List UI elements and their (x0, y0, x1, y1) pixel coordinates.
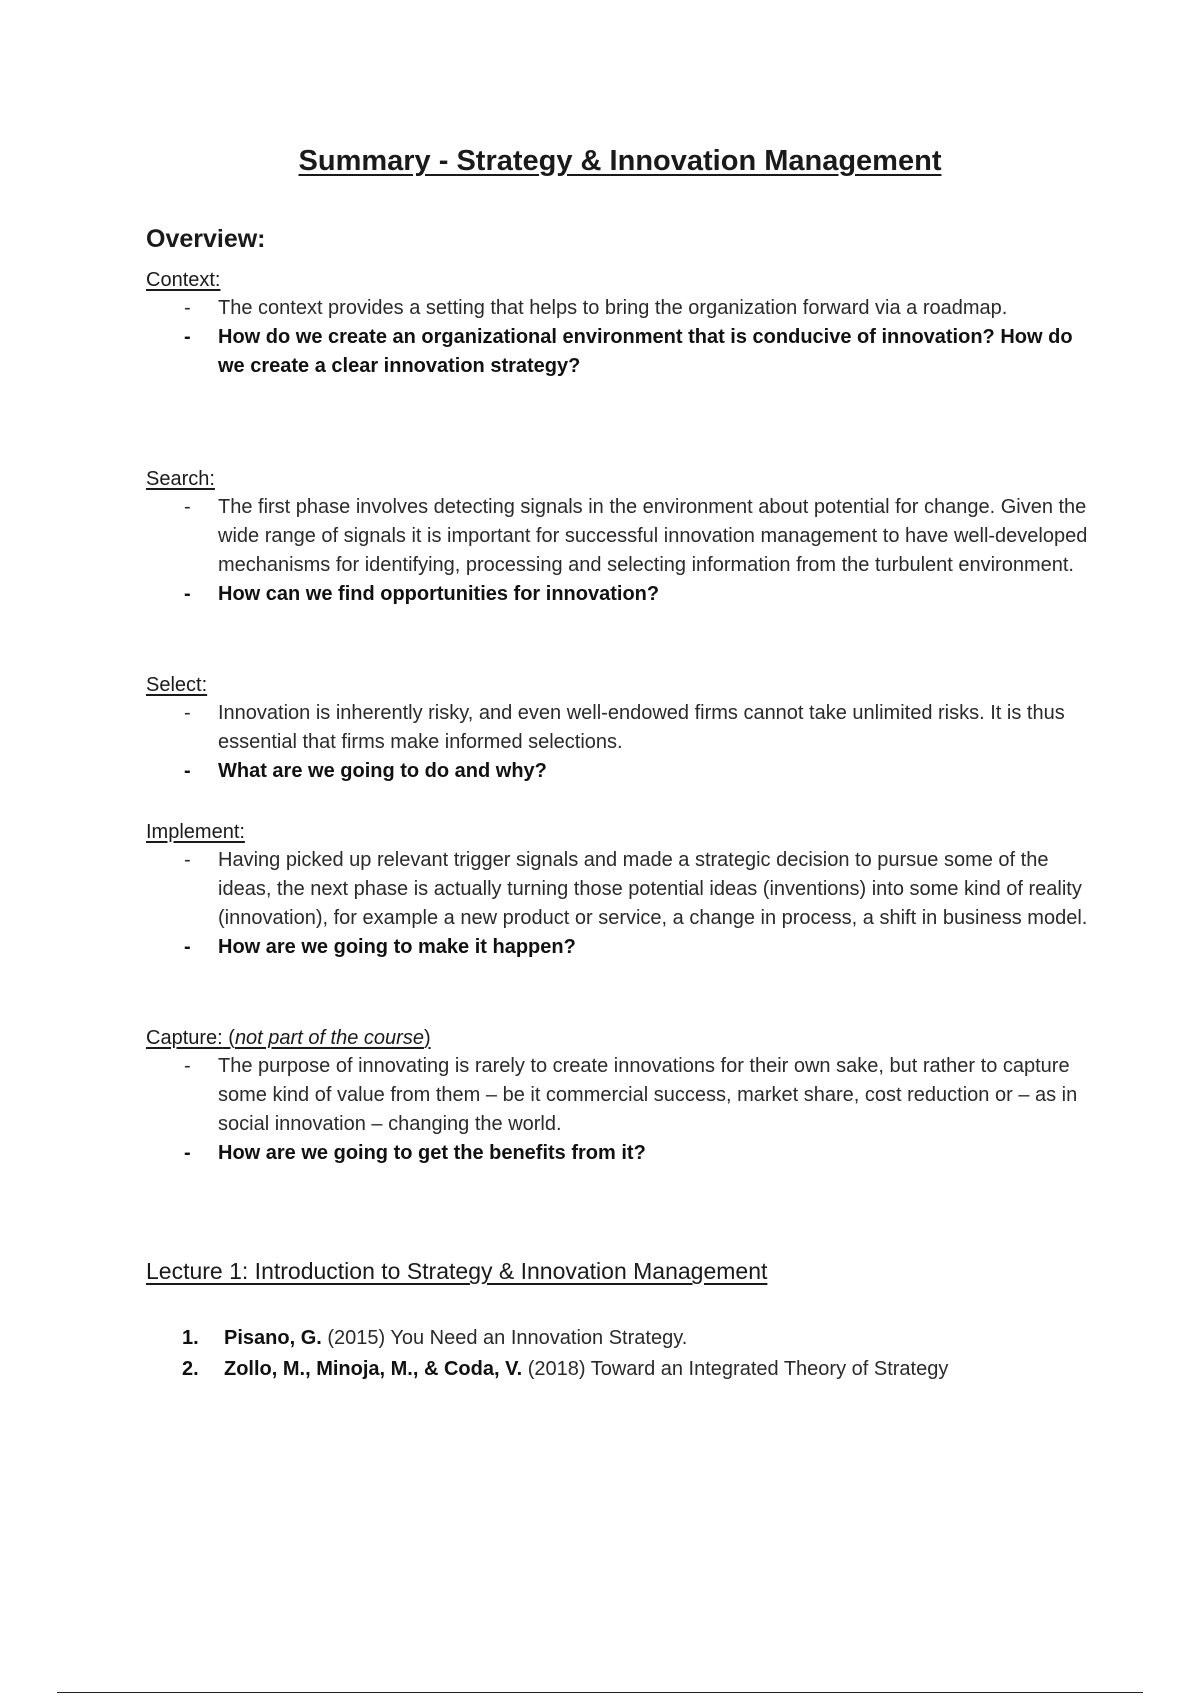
dash-marker: - (184, 936, 191, 958)
question-text: How can we find opportunities for innovation? (218, 583, 660, 605)
section-implement (146, 818, 1096, 962)
reference-authors: Zollo, M., Minoja, M., & Coda, V. (224, 1358, 523, 1380)
section-capture (146, 1024, 1096, 1168)
reference-details: (2018) Toward an Integrated Theory of Strategy (522, 1358, 949, 1380)
footer-divider (57, 1692, 1143, 1693)
reference-number: 2. (182, 1358, 199, 1380)
bullet-text: The purpose of innovating is rarely to create innovations for their own sake, but rather to capture some kind of value from them – be it commercial success, market share, cost reduction or – as in social innovation – changing the world. (218, 1055, 1078, 1135)
dash-marker: - (184, 297, 191, 319)
section-select (146, 671, 1096, 786)
section-heading: Capture: (not part of the course) (146, 1027, 431, 1049)
bullet-item (146, 846, 1096, 933)
section-heading: Context: (146, 269, 221, 291)
bullet-text: Innovation is inherently risky, and even well-endowed firms cannot take unlimited risks. It is thus essential that firms make informed selections. (218, 702, 1065, 753)
section-heading-text: Capture: (146, 1027, 223, 1049)
section-search (146, 465, 1096, 609)
section-context (146, 266, 1096, 381)
reference-authors: Pisano, G. (224, 1327, 322, 1349)
section-heading: Implement: (146, 821, 245, 843)
bullet-item (146, 294, 1096, 323)
dash-marker: - (184, 849, 191, 871)
dash-marker: - (184, 326, 191, 348)
section-heading: Search: (146, 468, 215, 490)
bullet-list (146, 294, 1096, 381)
reference-list (146, 1323, 1096, 1385)
page-title: Summary - Strategy & Innovation Management (298, 145, 942, 177)
dash-marker: - (184, 702, 191, 724)
reference-number: 1. (182, 1327, 199, 1349)
dash-marker: - (184, 1055, 191, 1077)
bullet-text: Having picked up relevant trigger signals and made a strategic decision to pursue some of the ideas, the next phase is actually turning those potential ideas (inventions) into some kind of reality (innovation), for example a new product or service, a change in process, a shift in business model. (218, 849, 1088, 929)
question-item (146, 933, 1096, 962)
reference-details: (2015) You Need an Innovation Strategy. (321, 1327, 688, 1349)
section-heading: Select: (146, 674, 208, 696)
bullet-list (146, 493, 1096, 609)
dash-marker: - (184, 583, 191, 605)
question-text: How are we going to make it happen? (218, 936, 576, 958)
question-item (146, 757, 1096, 786)
bullet-item (146, 493, 1096, 580)
reference-item (146, 1323, 1096, 1354)
bullet-item (146, 1052, 1096, 1139)
question-text: What are we going to do and why? (218, 760, 547, 782)
question-item (146, 323, 1096, 381)
question-text: How do we create an organizational environment that is conducive of innovation? How do we create a clear innovation strategy? (218, 326, 1073, 377)
bullet-list (146, 846, 1096, 962)
lecture-heading: Lecture 1: Introduction to Strategy & Innovation Management (146, 1258, 768, 1284)
bullet-text: The first phase involves detecting signals in the environment about potential for change. Given the wide range of signals it is important for successful innovation management to have well-developed mechanisms for identifying, processing and selecting information from the turbulent environment. (218, 496, 1088, 576)
reference-item (146, 1354, 1096, 1385)
bullet-text: The context provides a setting that helps to bring the organization forward via a roadmap. (218, 297, 1008, 319)
overview-heading: Overview: (146, 225, 266, 253)
question-item (146, 1139, 1096, 1168)
section-note: not part of the course (234, 1027, 424, 1049)
question-text: How are we going to get the benefits from it? (218, 1142, 646, 1164)
dash-marker: - (184, 496, 191, 518)
dash-marker: - (184, 760, 191, 782)
bullet-item (146, 699, 1096, 757)
bullet-list (146, 699, 1096, 786)
bullet-list (146, 1052, 1096, 1168)
question-item (146, 580, 1096, 609)
dash-marker: - (184, 1142, 191, 1164)
